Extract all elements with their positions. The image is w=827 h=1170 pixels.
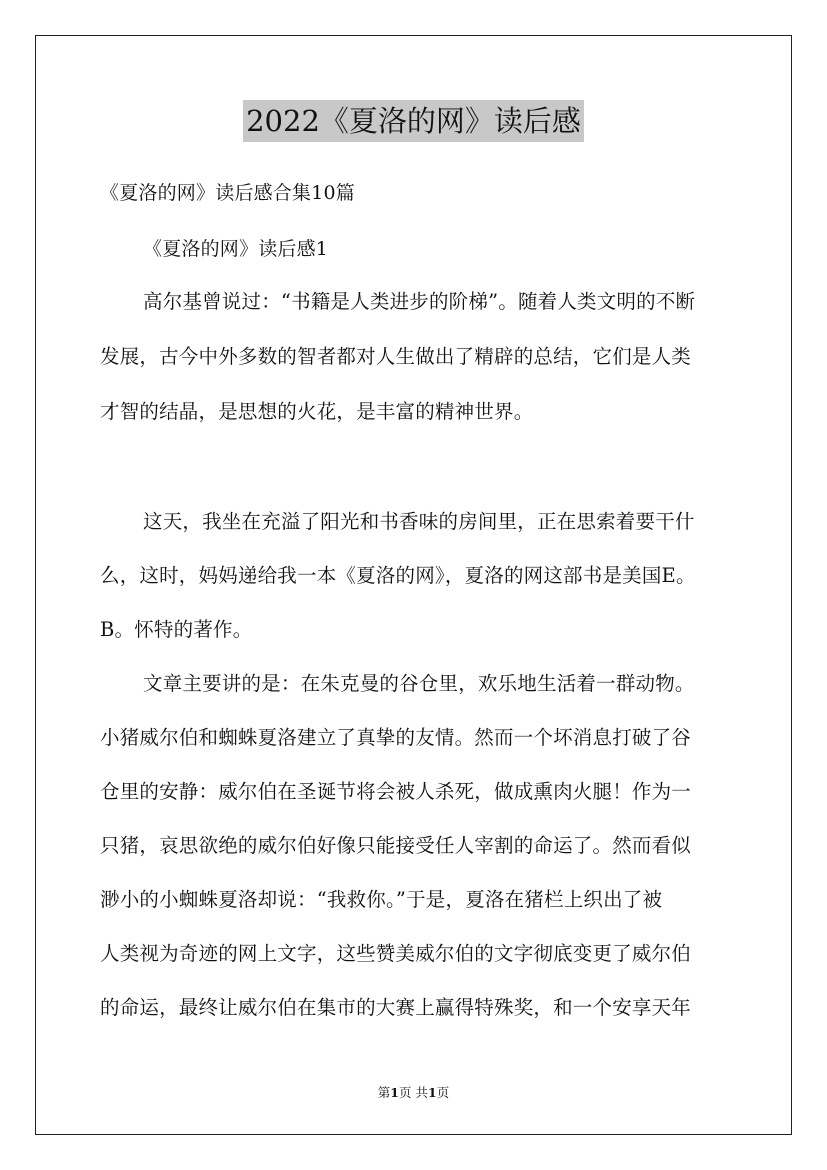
paragraph-line: 这天，我坐在充溢了阳光和书香味的房间里，正在思索着要干什 bbox=[143, 510, 695, 533]
paragraph-line: 渺小的小蜘蛛夏洛却说：“我救你。”于是，夏洛在猪栏上织出了被 bbox=[100, 888, 663, 911]
paragraph-line: 么，这时，妈妈递给我一本《夏洛的网》，夏洛的网这部书是美国E。 bbox=[100, 564, 696, 587]
paragraph-line: 人类视为奇迹的网上文字，这些赞美威尔伯的文字彻底变更了威尔伯 bbox=[100, 942, 692, 965]
paragraph-line: 只猪，哀思欲绝的威尔伯好像只能接受任人宰割的命运了。然而看似 bbox=[100, 834, 692, 857]
footer-page-number: 1 bbox=[390, 1085, 399, 1100]
section-heading: 《夏洛的网》读后感1 bbox=[143, 238, 329, 260]
paragraph-line: B。怀特的著作。 bbox=[100, 618, 253, 641]
paragraph-line: 高尔基曾说过：“书籍是人类进步的阶梯”。随着人类文明的不断 bbox=[143, 290, 696, 313]
paragraph-line: 的命运，最终让威尔伯在集市的大赛上赢得特殊奖，和一个安享天年 bbox=[100, 996, 692, 1019]
paragraph-line: 发展，古今中外多数的智者都对人生做出了精辟的总结，它们是人类 bbox=[100, 345, 692, 368]
paragraph-line: 仓里的安静：威尔伯在圣诞节将会被人杀死，做成熏肉火腿！作为一 bbox=[100, 780, 692, 803]
title-container bbox=[0, 100, 827, 142]
footer-label: 第 bbox=[377, 1085, 391, 1100]
footer-label: 页 bbox=[436, 1085, 450, 1100]
footer-page-total: 1 bbox=[427, 1085, 437, 1100]
paragraph-line: 文章主要讲的是：在朱克曼的谷仓里，欢乐地生活着一群动物。 bbox=[143, 672, 695, 695]
document-subtitle: 《夏洛的网》读后感合集10篇 bbox=[100, 182, 355, 204]
document-title: 2022《夏洛的网》读后感 bbox=[243, 100, 584, 142]
paragraph-line: 才智的结晶，是思想的火花，是丰富的精神世界。 bbox=[100, 400, 534, 423]
footer-label: 页 共 bbox=[399, 1085, 428, 1100]
page-footer bbox=[0, 1085, 827, 1101]
paragraph-line: 小猪威尔伯和蜘蛛夏洛建立了真挚的友情。然而一个坏消息打破了谷 bbox=[100, 726, 692, 749]
